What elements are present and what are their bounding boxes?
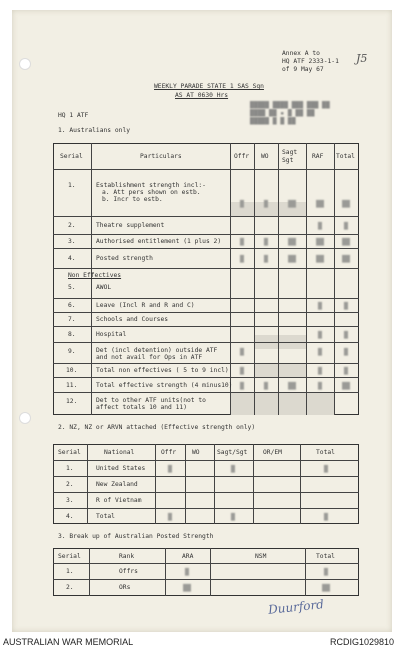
row-serial: 9.: [68, 348, 76, 355]
column-header: Offr: [161, 449, 177, 456]
footer-source: AUSTRALIAN WAR MEMORIAL: [3, 637, 134, 647]
row-particulars: Posted strength: [96, 255, 153, 262]
faded-figure: █: [318, 302, 322, 310]
row-particulars: Leave (Incl R and R and C): [96, 302, 195, 309]
annex-line: of 9 May 67: [282, 66, 324, 73]
table-break-up: [53, 548, 359, 596]
column-header: Particulars: [140, 153, 182, 160]
faded-figure: █: [264, 255, 268, 263]
row-particulars: b. Incr to estb.: [102, 196, 163, 203]
faded-figure: █: [318, 222, 322, 230]
row-serial: 7.: [68, 316, 76, 323]
column-header: Offr: [234, 153, 250, 160]
faded-figure: █: [344, 348, 348, 356]
row-particulars: Non Effectives: [68, 272, 122, 279]
row-serial: 12.: [66, 398, 78, 405]
row-particulars: affect totals 10 and 11): [96, 404, 187, 411]
section1-heading: 1. Australians only: [58, 127, 131, 134]
row-national: United States: [96, 465, 146, 472]
faded-figure: █: [240, 200, 244, 208]
row-serial: 2.: [66, 584, 74, 591]
faded-figure: █: [185, 568, 189, 576]
faded-figure: █: [324, 513, 328, 521]
column-header: Total: [316, 553, 335, 560]
faded-figure: ██: [342, 255, 350, 263]
row-serial: 4.: [68, 255, 76, 262]
faded-figure: ██: [316, 200, 324, 208]
column-header: WO: [261, 153, 269, 160]
redacted-summary: ████ ██ ▪ █ ██ ██: [250, 110, 315, 117]
row-serial: 4.: [66, 513, 74, 520]
faded-figure: █: [168, 465, 172, 473]
annex-line: HQ ATF 2333-1-1: [282, 58, 339, 65]
faded-figure: █: [168, 513, 172, 521]
column-header: Rank: [119, 553, 135, 560]
faded-figure: █: [318, 348, 322, 356]
faded-figure: ██: [322, 584, 330, 592]
punch-hole: [19, 58, 31, 70]
row-serial: 3.: [68, 238, 76, 245]
faded-figure: █: [324, 465, 328, 473]
row-national: Total: [96, 513, 115, 520]
faded-figure: █: [264, 200, 268, 208]
unit-label: HQ 1 ATF: [58, 112, 89, 119]
faded-figure: █: [318, 331, 322, 339]
faded-figure: █: [318, 382, 322, 390]
faded-figure: █: [240, 255, 244, 263]
faded-figure: █: [264, 238, 268, 246]
row-particulars: Authorised entitlement (1 plus 2): [96, 238, 222, 245]
row-particulars: Schools and Courses: [96, 316, 169, 323]
faded-figure: █: [240, 348, 244, 356]
row-particulars: a. Att pers shown on estb.: [102, 189, 201, 196]
column-header: Sagt/Sgt: [217, 449, 248, 456]
faded-figure: ██: [288, 200, 296, 208]
row-particulars: Theatre supplement: [96, 222, 165, 229]
row-particulars: Total effective strength (4 minus10): [96, 382, 233, 389]
column-header: Serial: [58, 553, 81, 560]
faded-figure: ██: [342, 382, 350, 390]
handwritten-mark: J5: [356, 52, 368, 65]
faded-figure: █: [344, 331, 348, 339]
row-serial: 1.: [66, 465, 74, 472]
faded-figure: ██: [288, 382, 296, 390]
faded-figure: █: [264, 382, 268, 390]
document-title: WEEKLY PARADE STATE 1 SAS Sqn: [154, 83, 264, 90]
row-serial: 5.: [68, 284, 76, 291]
column-header: RAF: [312, 153, 324, 160]
redacted-summary: █████ █ █ ██: [250, 118, 296, 125]
faded-figure: ██: [342, 200, 350, 208]
section2-heading: 2. NZ, NZ or ARVN attached (Effective strength only): [58, 424, 256, 431]
row-serial: 2.: [66, 481, 74, 488]
row-particulars: and not avail for Ops in ATF: [96, 354, 203, 361]
as-at-line: AS AT 0630 Hrs: [175, 92, 229, 99]
column-header: NSM: [255, 553, 267, 560]
row-rank: Offrs: [119, 568, 138, 575]
faded-figure: ██: [316, 238, 324, 246]
row-particulars: Det to other ATF units(not to: [96, 397, 206, 404]
row-serial: 8.: [68, 331, 76, 338]
faded-figure: █: [231, 465, 235, 473]
footer-id: RCDIG1029810: [330, 637, 395, 647]
section3-heading: 3. Break up of Australian Posted Strength: [58, 533, 214, 540]
column-header: Total: [316, 449, 335, 456]
faded-figure: █: [344, 222, 348, 230]
row-particulars: Det (incl detention) outside ATF: [96, 347, 218, 354]
row-particulars: AWOL: [96, 284, 112, 291]
row-particulars: Establishment strength incl:-: [96, 182, 206, 189]
column-header: National: [104, 449, 135, 456]
row-national: R of Vietnam: [96, 497, 142, 504]
row-serial: 1.: [68, 182, 76, 189]
column-header: Total: [336, 153, 355, 160]
row-serial: 2.: [68, 222, 76, 229]
row-serial: 10.: [66, 367, 78, 374]
row-serial: 11.: [66, 382, 78, 389]
row-national: New Zealand: [96, 481, 138, 488]
faded-figure: █: [240, 238, 244, 246]
row-serial: 1.: [66, 568, 74, 575]
faded-figure: █: [344, 302, 348, 310]
faded-figure: ██: [316, 255, 324, 263]
row-rank: ORs: [119, 584, 131, 591]
faded-figure: █: [240, 367, 244, 375]
punch-hole: [19, 412, 31, 424]
faded-figure: ██: [288, 255, 296, 263]
redacted-summary: █████ ████ ███ ███ ██: [250, 102, 330, 109]
column-header: Serial: [58, 449, 81, 456]
faded-figure: ██: [183, 584, 191, 592]
faded-figure: █: [324, 568, 328, 576]
row-serial: 3.: [66, 497, 74, 504]
faded-figure: █: [344, 367, 348, 375]
signature: Duurford: [267, 597, 325, 617]
column-header: ARA: [182, 553, 194, 560]
column-header: OR/EM: [263, 449, 282, 456]
column-header: WO: [192, 449, 200, 456]
row-particulars: Total non effectives ( 5 to 9 incl): [96, 367, 229, 374]
column-header: Serial: [60, 153, 83, 160]
row-particulars: Hospital: [96, 331, 127, 338]
faded-figure: █: [240, 382, 244, 390]
faded-figure: ██: [342, 238, 350, 246]
annex-line: Annex A to: [282, 50, 320, 57]
faded-figure: ██: [288, 238, 296, 246]
faded-figure: █: [231, 513, 235, 521]
row-serial: 6.: [68, 302, 76, 309]
column-header: Sagt Sgt: [282, 149, 298, 164]
faded-figure: █: [318, 367, 322, 375]
